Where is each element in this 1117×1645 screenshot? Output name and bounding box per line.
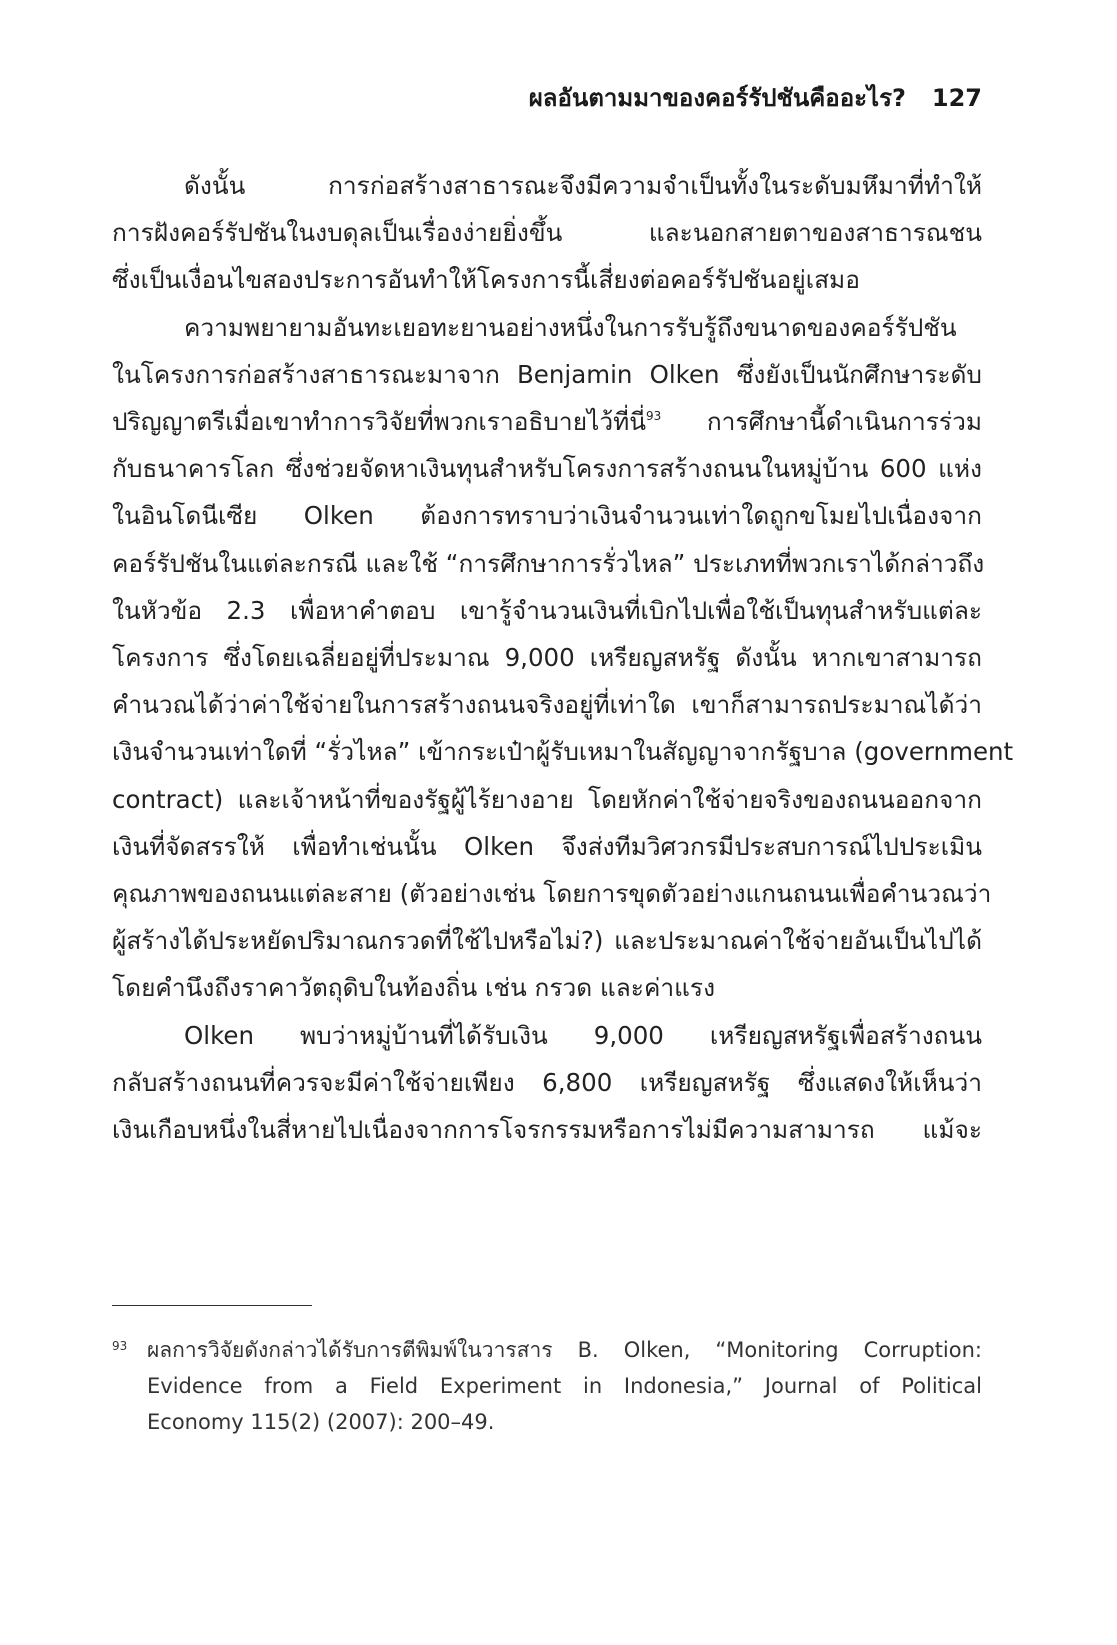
footnote-divider — [112, 1305, 312, 1306]
text-line: เงินเกือบหนึ่งในสี่หายไปเนื่องจากการโจรกรรมหรือการไม่มีความสามารถ แม้จะ — [112, 1115, 982, 1145]
chapter-title: ผลอันตามมาของคอร์รัปชันคืออะไร? — [528, 84, 906, 112]
text-line: กลับสร้างถนนที่ควรจะมีค่าใช้จ่ายเพียง 6,800 เหรียญสหรัฐ ซึ่งแสดงให้เห็นว่า — [112, 1067, 982, 1097]
footnote-line: Economy 115(2) (2007): 200–49. — [147, 1410, 495, 1434]
text-line: กับธนาคารโลก ซึ่งช่วยจัดหาเงินทุนสำหรับโครงการสร้างถนนในหมู่บ้าน 600 แห่ง — [112, 454, 982, 484]
paragraph-2 — [112, 304, 1014, 1012]
text-line: ผู้สร้างได้ประหยัดปริมาณกรวดที่ใช้ไปหรือไม่?) และประมาณค่าใช้จ่ายอันเป็นไปได้ — [112, 926, 982, 956]
text-line: contract) และเจ้าหน้าที่ของรัฐผู้ไร้ยางอาย โดยหักค่าใช้จ่ายจริงของถนนออกจาก — [112, 784, 982, 814]
paragraph-3 — [112, 1012, 982, 1154]
footnote-line: ผลการวิจัยดังกล่าวได้รับการตีพิมพ์ในวารสาร B. Olken, “Monitoring Corruption: — [147, 1338, 982, 1362]
text-segment: การศึกษานี้ดำเนินการร่วม — [661, 407, 982, 437]
footnote — [112, 1332, 982, 1440]
text-line: เงินจำนวนเท่าใดที่ “รั่วไหล” เข้ากระเป๋าผู้รับเหมาในสัญญาจากรัฐบาล (government — [112, 737, 1014, 767]
text-line: ดังนั้น การก่อสร้างสาธารณะจึงมีความจำเป็นทั้งในระดับมหึมาที่ทำให้ — [184, 171, 982, 200]
paragraph-1 — [112, 162, 982, 304]
text-line: ในอินโดนีเซีย Olken ต้องการทราบว่าเงินจำนวนเท่าใดถูกขโมยไปเนื่องจาก — [112, 501, 982, 531]
text-segment: ปริญญาตรีเมื่อเขาทำการวิจัยที่พวกเราอธิบายไว้ที่นี่ — [112, 407, 647, 437]
page-number: 127 — [931, 84, 982, 112]
text-line: Olken พบว่าหมู่บ้านที่ได้รับเงิน 9,000 เหรียญสหรัฐเพื่อสร้างถนน — [184, 1020, 982, 1050]
text-line: คำนวณได้ว่าค่าใช้จ่ายในการสร้างถนนจริงอยู่ที่เท่าใด เขาก็สามารถประมาณได้ว่า — [112, 690, 982, 720]
body-text — [112, 162, 1014, 1153]
text-line-with-footnote — [112, 398, 982, 445]
running-header — [529, 78, 982, 117]
text-line: คอร์รัปชันในแต่ละกรณี และใช้ “การศึกษาการรั่วไหล” ประเภทที่พวกเราได้กล่าวถึง — [112, 548, 985, 578]
text-line: ในโครงการก่อสร้างสาธารณะมาจาก Benjamin Olken ซึ่งยังเป็นนักศึกษาระดับ — [112, 359, 982, 389]
text-line: โครงการ ซึ่งโดยเฉลี่ยอยู่ที่ประมาณ 9,000 เหรียญสหรัฐ ดังนั้น หากเขาสามารถ — [112, 643, 982, 673]
text-line: ความพยายามอันทะเยอทะยานอย่างหนึ่งในการรับรู้ถึงขนาดของคอร์รัปชัน — [184, 312, 957, 342]
text-line: เงินที่จัดสรรให้ เพื่อทำเช่นนั้น Olken จึงส่งทีมวิศวกรมีประสบการณ์ไปประเมิน — [112, 831, 982, 861]
text-line: โดยคำนึงถึงราคาวัตถุดิบในท้องถิ่น เช่น กรวด และค่าแรง — [112, 973, 716, 1003]
footnote-number: 93 — [112, 1339, 128, 1353]
footnote-body — [147, 1332, 982, 1440]
text-line: ซึ่งเป็นเงื่อนไขสองประการอันทำให้โครงการนี้เสี่ยงต่อคอร์รัปชันอยู่เสมอ — [112, 265, 860, 295]
footnote-reference[interactable]: 93 — [646, 409, 662, 424]
footnote-line: Evidence from a Field Experiment in Indonesia,” Journal of Political — [147, 1374, 982, 1398]
text-line: การฝังคอร์รัปชันในงบดุลเป็นเรื่องง่ายยิ่งขึ้น และนอกสายตาของสาธารณชน — [112, 218, 982, 248]
text-line: ในหัวข้อ 2.3 เพื่อหาคำตอบ เขารู้จำนวนเงินที่เบิกไปเพื่อใช้เป็นทุนสำหรับแต่ละ — [112, 595, 982, 625]
text-line: คุณภาพของถนนแต่ละสาย (ตัวอย่างเช่น โดยการขุดตัวอย่างแกนถนนเพื่อคำนวณว่า — [112, 879, 992, 909]
